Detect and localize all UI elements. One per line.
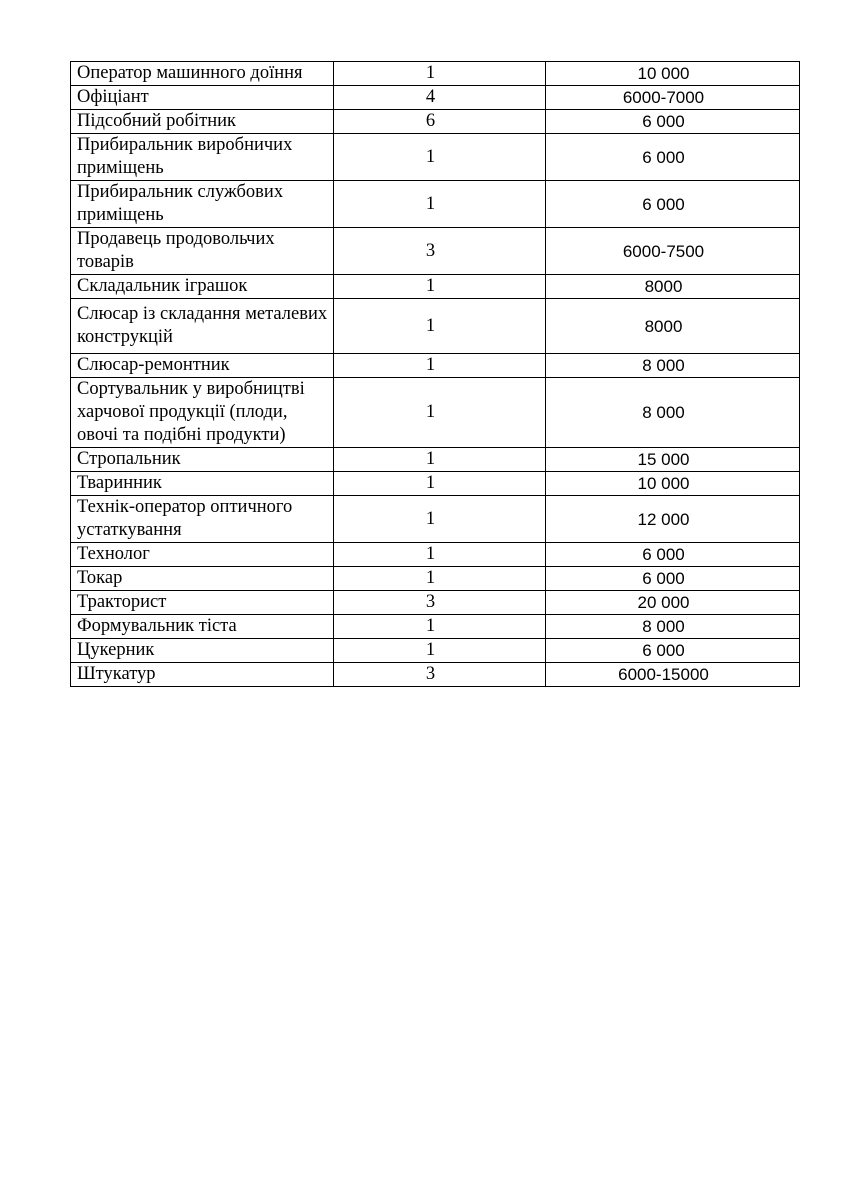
profession-cell: Цукерник <box>71 639 334 663</box>
table-row <box>71 62 800 86</box>
count-cell: 1 <box>334 134 546 181</box>
profession-cell: Офіціант <box>71 86 334 110</box>
salary-cell: 6000-7500 <box>546 228 800 275</box>
count-cell: 3 <box>334 228 546 275</box>
salary-cell: 6 000 <box>546 639 800 663</box>
profession-cell: Слюсар-ремонтник <box>71 354 334 378</box>
salary-cell: 6 000 <box>546 567 800 591</box>
profession-cell: Стропальник <box>71 448 334 472</box>
salary-cell: 6 000 <box>546 110 800 134</box>
profession-cell: Тракторист <box>71 591 334 615</box>
table-row <box>71 228 800 275</box>
profession-cell: Технолог <box>71 543 334 567</box>
count-cell: 1 <box>334 639 546 663</box>
table-row <box>71 299 800 354</box>
profession-cell: Формувальник тіста <box>71 615 334 639</box>
profession-cell: Складальник іграшок <box>71 275 334 299</box>
profession-cell: Токар <box>71 567 334 591</box>
profession-cell: Слюсар із складання металевих конструкцій <box>71 299 334 354</box>
table-row <box>71 448 800 472</box>
profession-cell: Прибиральник службових приміщень <box>71 181 334 228</box>
count-cell: 1 <box>334 275 546 299</box>
salary-cell: 10 000 <box>546 62 800 86</box>
count-cell: 1 <box>334 62 546 86</box>
table-row <box>71 275 800 299</box>
profession-cell: Технік-оператор оптичного устаткування <box>71 496 334 543</box>
table-row <box>71 181 800 228</box>
salary-cell: 20 000 <box>546 591 800 615</box>
table-row <box>71 591 800 615</box>
count-cell: 6 <box>334 110 546 134</box>
table-row <box>71 639 800 663</box>
table-row <box>71 567 800 591</box>
count-cell: 1 <box>334 354 546 378</box>
salary-cell: 12 000 <box>546 496 800 543</box>
count-cell: 1 <box>334 299 546 354</box>
salary-cell: 6000-7000 <box>546 86 800 110</box>
count-cell: 1 <box>334 615 546 639</box>
vacancies-table-body <box>71 62 800 687</box>
count-cell: 1 <box>334 181 546 228</box>
profession-cell: Тваринник <box>71 472 334 496</box>
vacancies-table <box>70 61 800 687</box>
table-row <box>71 663 800 687</box>
salary-cell: 8000 <box>546 299 800 354</box>
salary-cell: 8 000 <box>546 354 800 378</box>
salary-cell: 8 000 <box>546 615 800 639</box>
salary-cell: 6 000 <box>546 543 800 567</box>
table-row <box>71 472 800 496</box>
count-cell: 3 <box>334 591 546 615</box>
count-cell: 3 <box>334 663 546 687</box>
salary-cell: 10 000 <box>546 472 800 496</box>
table-row <box>71 354 800 378</box>
table-row <box>71 496 800 543</box>
profession-cell: Штукатур <box>71 663 334 687</box>
table-row <box>71 378 800 448</box>
count-cell: 1 <box>334 448 546 472</box>
profession-cell: Оператор машинного доїння <box>71 62 334 86</box>
salary-cell: 6 000 <box>546 181 800 228</box>
salary-cell: 8000 <box>546 275 800 299</box>
count-cell: 1 <box>334 472 546 496</box>
count-cell: 1 <box>334 496 546 543</box>
table-row <box>71 134 800 181</box>
salary-cell: 15 000 <box>546 448 800 472</box>
salary-cell: 6 000 <box>546 134 800 181</box>
profession-cell: Прибиральник виробничих приміщень <box>71 134 334 181</box>
table-row <box>71 110 800 134</box>
count-cell: 1 <box>334 567 546 591</box>
profession-cell: Сортувальник у виробництві харчової продукції (плоди, овочі та подібні продукти) <box>71 378 334 448</box>
salary-cell: 6000-15000 <box>546 663 800 687</box>
count-cell: 4 <box>334 86 546 110</box>
table-row <box>71 543 800 567</box>
profession-cell: Продавець продовольчих товарів <box>71 228 334 275</box>
table-row <box>71 86 800 110</box>
count-cell: 1 <box>334 378 546 448</box>
salary-cell: 8 000 <box>546 378 800 448</box>
profession-cell: Підсобний робітник <box>71 110 334 134</box>
table-row <box>71 615 800 639</box>
count-cell: 1 <box>334 543 546 567</box>
